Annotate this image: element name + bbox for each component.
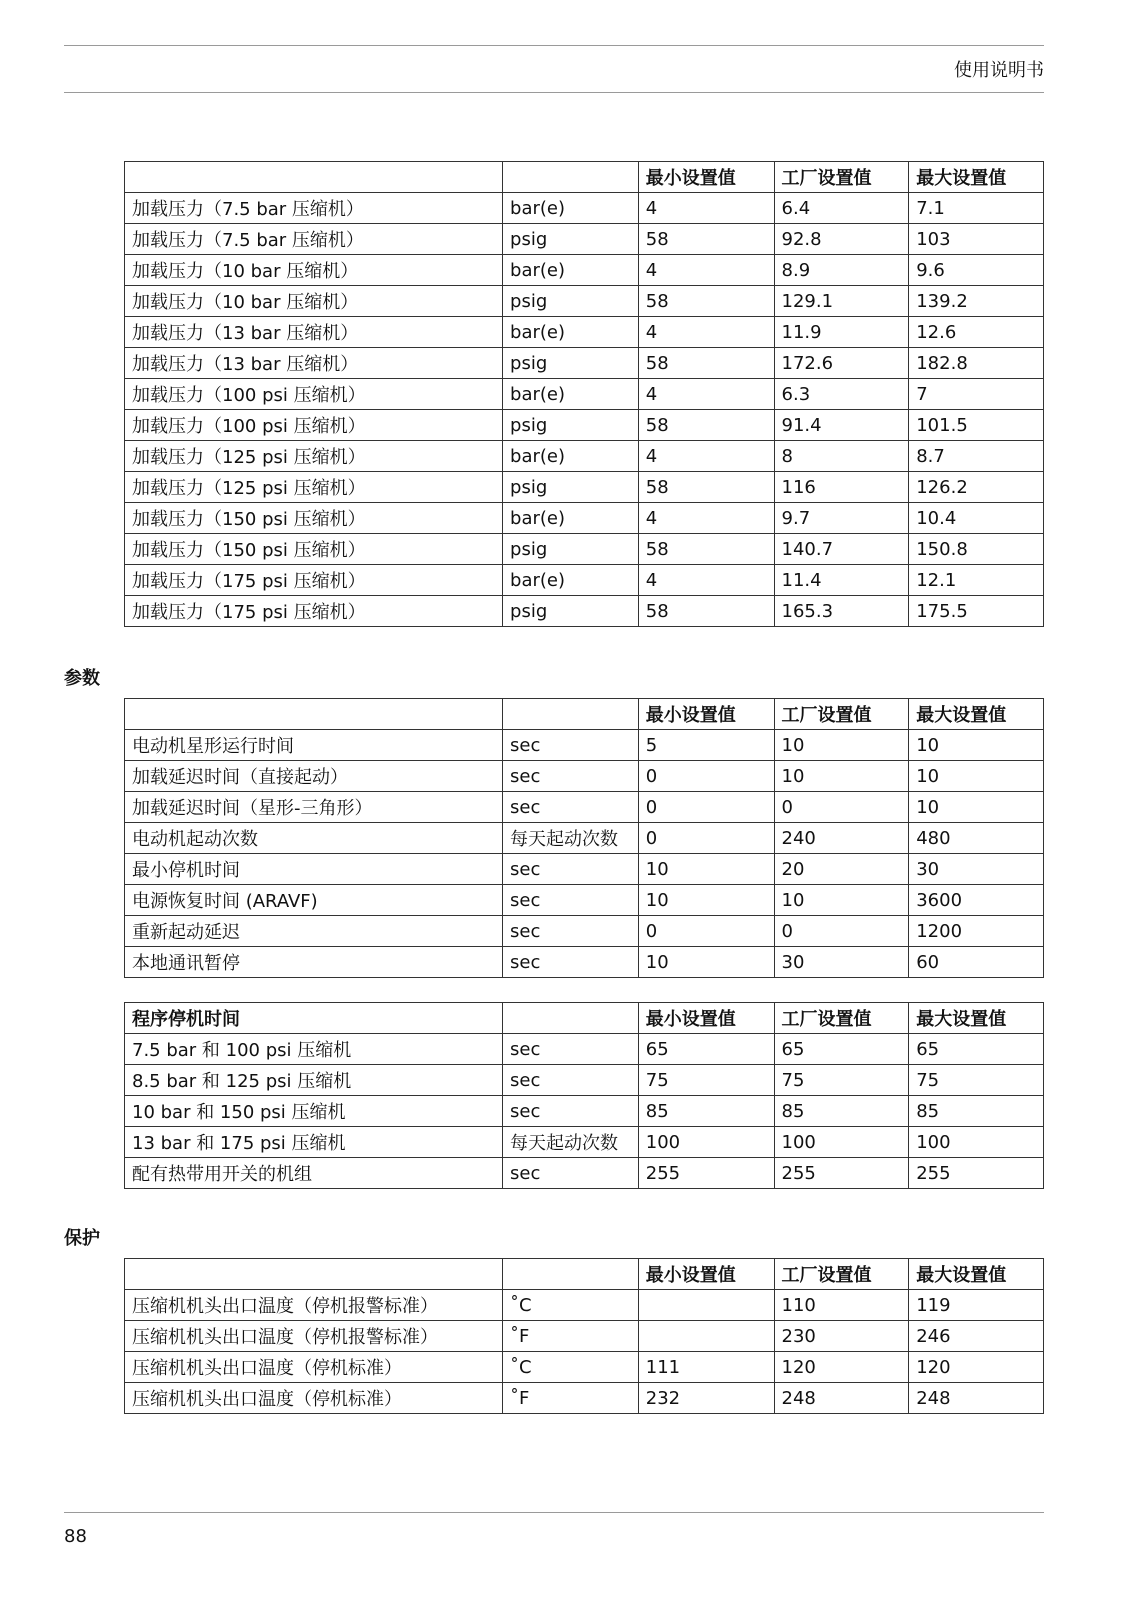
table-cell: bar(e) <box>503 565 639 596</box>
table-cell: 4 <box>638 193 774 224</box>
table-cell: 1200 <box>909 916 1044 947</box>
table-cell: ˚C <box>503 1352 639 1383</box>
table-cell: 8 <box>774 441 909 472</box>
table-row <box>125 730 1044 761</box>
table-cell: 248 <box>909 1383 1044 1414</box>
table-cell: 75 <box>774 1065 909 1096</box>
table-cell: 65 <box>774 1034 909 1065</box>
table-row <box>125 565 1044 596</box>
table-cell: 12.6 <box>909 317 1044 348</box>
table-row <box>125 255 1044 286</box>
table-cell: 58 <box>638 472 774 503</box>
table-cell: bar(e) <box>503 379 639 410</box>
table-row <box>125 441 1044 472</box>
table-cell: psig <box>503 596 639 627</box>
table-cell: 加载压力（7.5 bar 压缩机） <box>125 224 503 255</box>
table-cell: 0 <box>638 823 774 854</box>
table-cell: 4 <box>638 317 774 348</box>
table-cell: 92.8 <box>774 224 909 255</box>
table-cell: 58 <box>638 286 774 317</box>
table-cell: ˚F <box>503 1383 639 1414</box>
table-cell: sec <box>503 854 639 885</box>
section-title-protection: 保护 <box>64 1228 100 1249</box>
table-row <box>125 503 1044 534</box>
table-cell: 10.4 <box>909 503 1044 534</box>
table-cell: bar(e) <box>503 317 639 348</box>
table-cell <box>638 1290 774 1321</box>
table-cell: 加载压力（100 psi 压缩机） <box>125 379 503 410</box>
table-cell: 129.1 <box>774 286 909 317</box>
table-cell: 165.3 <box>774 596 909 627</box>
table-cell: 加载压力（125 psi 压缩机） <box>125 472 503 503</box>
table-cell: 10 <box>638 885 774 916</box>
table-row <box>125 193 1044 224</box>
table-cell: psig <box>503 286 639 317</box>
table-cell: 10 <box>774 730 909 761</box>
table-cell: 0 <box>774 916 909 947</box>
table-cell: sec <box>503 761 639 792</box>
table-cell: 10 <box>909 792 1044 823</box>
table-cell: 压缩机机头出口温度（停机标准） <box>125 1383 503 1414</box>
column-header: 最大设置值 <box>909 1259 1044 1290</box>
column-header <box>503 162 639 193</box>
table-cell: bar(e) <box>503 503 639 534</box>
table-cell: 加载压力（13 bar 压缩机） <box>125 317 503 348</box>
table-cell: 7.5 bar 和 100 psi 压缩机 <box>125 1034 503 1065</box>
column-header: 最大设置值 <box>909 699 1044 730</box>
table-row <box>125 534 1044 565</box>
table-cell: 103 <box>909 224 1044 255</box>
table-cell: psig <box>503 534 639 565</box>
table-cell: 248 <box>774 1383 909 1414</box>
table-cell: 10 <box>638 947 774 978</box>
table-row <box>125 1096 1044 1127</box>
table-cell: 7.1 <box>909 193 1044 224</box>
table-cell: 246 <box>909 1321 1044 1352</box>
table-cell: 0 <box>638 916 774 947</box>
column-header: 工厂设置值 <box>774 1259 909 1290</box>
table-cell: 101.5 <box>909 410 1044 441</box>
table-cell: 电源恢复时间 (ARAVF) <box>125 885 503 916</box>
table-cell: 10 <box>909 730 1044 761</box>
document-title: 使用说明书 <box>954 60 1044 81</box>
table-cell: 172.6 <box>774 348 909 379</box>
table-cell <box>638 1321 774 1352</box>
column-header: 最小设置值 <box>638 1003 774 1034</box>
column-header: 最小设置值 <box>638 699 774 730</box>
table-cell: 10 <box>638 854 774 885</box>
table-cell: sec <box>503 1065 639 1096</box>
table-row <box>125 224 1044 255</box>
table-cell: 175.5 <box>909 596 1044 627</box>
table-cell: sec <box>503 792 639 823</box>
table-cell: 58 <box>638 410 774 441</box>
header-top-rule <box>64 45 1044 46</box>
table-cell: 加载压力（150 psi 压缩机） <box>125 534 503 565</box>
column-header: 程序停机时间 <box>125 1003 503 1034</box>
table-cell: 85 <box>638 1096 774 1127</box>
table-cell: bar(e) <box>503 255 639 286</box>
table-cell: 11.9 <box>774 317 909 348</box>
table-header-row <box>125 1003 1044 1034</box>
table-cell: 182.8 <box>909 348 1044 379</box>
table-cell: 111 <box>638 1352 774 1383</box>
table-row <box>125 1383 1044 1414</box>
table-cell: 58 <box>638 224 774 255</box>
table-cell: 11.4 <box>774 565 909 596</box>
table-cell: 加载压力（175 psi 压缩机） <box>125 565 503 596</box>
table-cell: 12.1 <box>909 565 1044 596</box>
table-cell: 加载延迟时间（星形-三角形） <box>125 792 503 823</box>
table-row <box>125 348 1044 379</box>
column-header <box>125 162 503 193</box>
column-header <box>503 1259 639 1290</box>
table-cell: bar(e) <box>503 441 639 472</box>
table-cell: 加载压力（10 bar 压缩机） <box>125 255 503 286</box>
table-cell: 65 <box>638 1034 774 1065</box>
table-cell: 30 <box>774 947 909 978</box>
column-header: 工厂设置值 <box>774 699 909 730</box>
table-cell: 加载压力（13 bar 压缩机） <box>125 348 503 379</box>
table-cell: 加载压力（150 psi 压缩机） <box>125 503 503 534</box>
table-cell: 30 <box>909 854 1044 885</box>
table-row <box>125 1065 1044 1096</box>
table-cell: 4 <box>638 503 774 534</box>
table-cell: 480 <box>909 823 1044 854</box>
table-row <box>125 286 1044 317</box>
table-row <box>125 885 1044 916</box>
table-cell: 120 <box>909 1352 1044 1383</box>
table-cell: 85 <box>774 1096 909 1127</box>
table-cell: 230 <box>774 1321 909 1352</box>
table-cell: 9.7 <box>774 503 909 534</box>
table-cell: 240 <box>774 823 909 854</box>
table-cell: 60 <box>909 947 1044 978</box>
table-cell: 8.5 bar 和 125 psi 压缩机 <box>125 1065 503 1096</box>
column-header <box>503 1003 639 1034</box>
table-cell: 100 <box>774 1127 909 1158</box>
table-cell: sec <box>503 947 639 978</box>
table-cell: 9.6 <box>909 255 1044 286</box>
table-cell: 7 <box>909 379 1044 410</box>
table-cell: 100 <box>909 1127 1044 1158</box>
table-cell: 110 <box>774 1290 909 1321</box>
table-cell: 加载压力（7.5 bar 压缩机） <box>125 193 503 224</box>
table-cell: 加载压力（125 psi 压缩机） <box>125 441 503 472</box>
column-header: 工厂设置值 <box>774 1003 909 1034</box>
table-cell: bar(e) <box>503 193 639 224</box>
table-cell: 120 <box>774 1352 909 1383</box>
table-cell: 91.4 <box>774 410 909 441</box>
table-cell: psig <box>503 410 639 441</box>
column-header <box>125 1259 503 1290</box>
table-cell: 5 <box>638 730 774 761</box>
table-cell: 每天起动次数 <box>503 823 639 854</box>
table-cell: psig <box>503 224 639 255</box>
table-cell: 58 <box>638 534 774 565</box>
footer-rule <box>64 1512 1044 1513</box>
table-cell: ˚C <box>503 1290 639 1321</box>
table-cell: psig <box>503 472 639 503</box>
table-cell: 75 <box>638 1065 774 1096</box>
programmed-stop-time-table <box>124 1002 1044 1189</box>
table-header-row <box>125 1259 1044 1290</box>
table-row <box>125 1321 1044 1352</box>
table-row <box>125 761 1044 792</box>
table-cell: 0 <box>774 792 909 823</box>
table-cell: 10 bar 和 150 psi 压缩机 <box>125 1096 503 1127</box>
table-cell: 65 <box>909 1034 1044 1065</box>
table-cell: ˚F <box>503 1321 639 1352</box>
table-header-row <box>125 162 1044 193</box>
table-cell: 13 bar 和 175 psi 压缩机 <box>125 1127 503 1158</box>
section-title-parameters: 参数 <box>64 668 100 689</box>
table-row <box>125 596 1044 627</box>
table-row <box>125 317 1044 348</box>
page-number: 88 <box>64 1526 87 1547</box>
column-header: 工厂设置值 <box>774 162 909 193</box>
table-row <box>125 1034 1044 1065</box>
table-cell: 100 <box>638 1127 774 1158</box>
table-cell: 10 <box>909 761 1044 792</box>
table-cell: 10 <box>774 761 909 792</box>
table-cell: 4 <box>638 255 774 286</box>
table-cell: 140.7 <box>774 534 909 565</box>
table-cell: 20 <box>774 854 909 885</box>
table-cell: 重新起动延迟 <box>125 916 503 947</box>
table-cell: 232 <box>638 1383 774 1414</box>
table-cell: 119 <box>909 1290 1044 1321</box>
table-cell: 255 <box>909 1158 1044 1189</box>
table-cell: 8.9 <box>774 255 909 286</box>
table-cell: 58 <box>638 348 774 379</box>
table-row <box>125 792 1044 823</box>
table-cell: 压缩机机头出口温度（停机报警标准） <box>125 1321 503 1352</box>
table-cell: 4 <box>638 441 774 472</box>
table-cell: 85 <box>909 1096 1044 1127</box>
column-header <box>503 699 639 730</box>
table-row <box>125 947 1044 978</box>
table-cell: 58 <box>638 596 774 627</box>
table-cell: 配有热带用开关的机组 <box>125 1158 503 1189</box>
table-cell: 加载延迟时间（直接起动） <box>125 761 503 792</box>
table-cell: sec <box>503 1096 639 1127</box>
table-row <box>125 1158 1044 1189</box>
table-row <box>125 472 1044 503</box>
table-cell: sec <box>503 1034 639 1065</box>
table-cell: 最小停机时间 <box>125 854 503 885</box>
table-cell: 3600 <box>909 885 1044 916</box>
table-cell: 116 <box>774 472 909 503</box>
table-cell: sec <box>503 885 639 916</box>
table-cell: 8.7 <box>909 441 1044 472</box>
table-cell: 电动机起动次数 <box>125 823 503 854</box>
table-cell: 6.3 <box>774 379 909 410</box>
table-cell: 126.2 <box>909 472 1044 503</box>
table-row <box>125 379 1044 410</box>
table-cell: 139.2 <box>909 286 1044 317</box>
table-cell: sec <box>503 1158 639 1189</box>
table-row <box>125 1352 1044 1383</box>
table-cell: 0 <box>638 761 774 792</box>
parameters-table <box>124 698 1044 978</box>
protection-table <box>124 1258 1044 1414</box>
table-cell: 75 <box>909 1065 1044 1096</box>
table-row <box>125 916 1044 947</box>
table-cell: 255 <box>774 1158 909 1189</box>
table-header-row <box>125 699 1044 730</box>
table-cell: 6.4 <box>774 193 909 224</box>
table-cell: 电动机星形运行时间 <box>125 730 503 761</box>
column-header: 最小设置值 <box>638 1259 774 1290</box>
table-cell: psig <box>503 348 639 379</box>
table-cell: 加载压力（175 psi 压缩机） <box>125 596 503 627</box>
table-row <box>125 823 1044 854</box>
table-cell: 本地通讯暂停 <box>125 947 503 978</box>
header-bottom-rule <box>64 92 1044 93</box>
table-row <box>125 1127 1044 1158</box>
table-cell: 4 <box>638 379 774 410</box>
table-cell: sec <box>503 916 639 947</box>
column-header: 最小设置值 <box>638 162 774 193</box>
table-cell: 压缩机机头出口温度（停机标准） <box>125 1352 503 1383</box>
table-cell: 0 <box>638 792 774 823</box>
table-cell: 255 <box>638 1158 774 1189</box>
column-header: 最大设置值 <box>909 162 1044 193</box>
column-header <box>125 699 503 730</box>
table-cell: 压缩机机头出口温度（停机报警标准） <box>125 1290 503 1321</box>
column-header: 最大设置值 <box>909 1003 1044 1034</box>
load-pressure-table <box>124 161 1044 627</box>
table-cell: 10 <box>774 885 909 916</box>
table-row <box>125 410 1044 441</box>
table-cell: 加载压力（10 bar 压缩机） <box>125 286 503 317</box>
table-cell: 150.8 <box>909 534 1044 565</box>
table-cell: 加载压力（100 psi 压缩机） <box>125 410 503 441</box>
table-cell: sec <box>503 730 639 761</box>
table-row <box>125 854 1044 885</box>
table-cell: 4 <box>638 565 774 596</box>
table-row <box>125 1290 1044 1321</box>
table-cell: 每天起动次数 <box>503 1127 639 1158</box>
